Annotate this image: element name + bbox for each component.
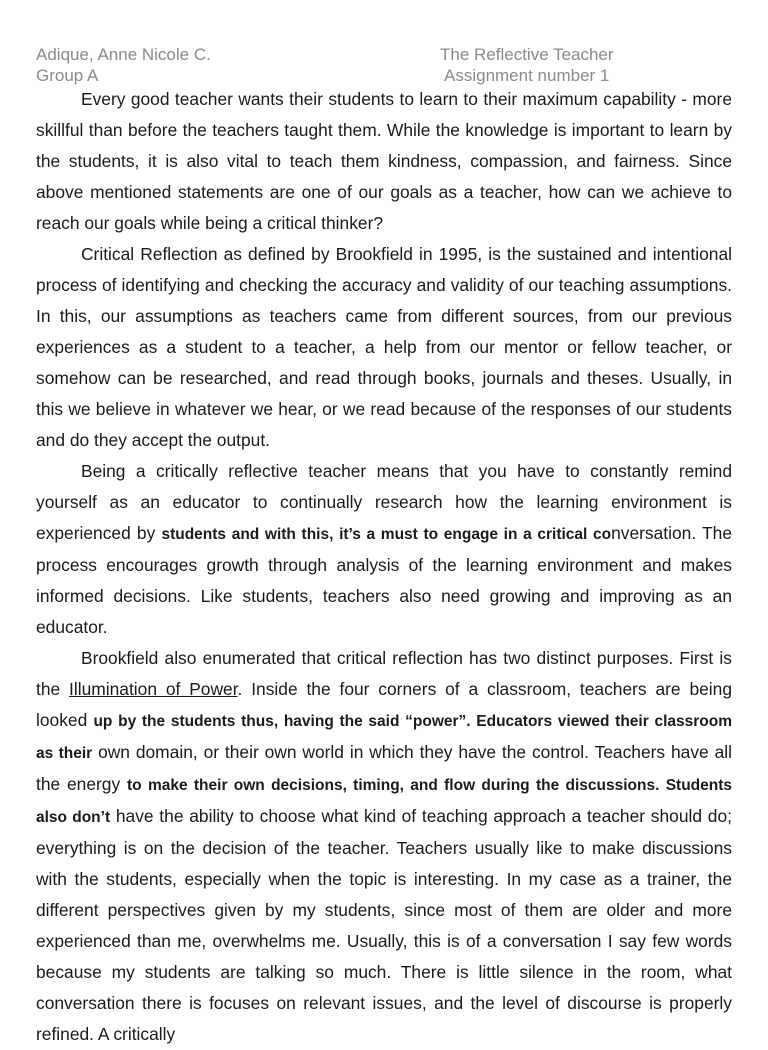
- paragraph-text: nversation. The process encourages growth through analysis of the learning environment and makes informed decisions. Like students, teachers also need growing and improving as an educator.: [36, 523, 732, 637]
- bold-text: up by the students thus, having the said “power”. Educators viewed their classroom as their: [36, 713, 732, 762]
- bold-text: students and with this, it’s a must to engage in a critical co: [161, 526, 612, 543]
- header-row-2: [36, 65, 736, 86]
- paragraph-text: have the ability to choose what kind of teaching approach a teacher should do; everything is on the decision of the teacher. Teachers usually like to make discussions with the students, especially when the topic is interesting. In my case as a trainer, the different perspectives given by my students, since most of them are older and more experienced than me, overwhelms me. Usually, this is of a conversation I say few words because my students are talking so much. There is little silence in the room, what conversation there is focuses on relevant issues, and the level of discourse is properly refined. A critically: [36, 806, 732, 1044]
- author-name: Adique, Anne Nicole C.: [36, 45, 211, 64]
- group-label: Group A: [36, 66, 99, 85]
- paragraph-text: Being a critically reflective teacher means that you have to constantly remind yourself as an educator to continually research how the learning environment is experienced by: [36, 461, 732, 543]
- paragraph-text: . Inside the four corners of a classroom, teachers are being looked: [36, 679, 732, 730]
- paragraph-text: Every good teacher wants their students to learn to their maximum capability - more skillful than before the teachers taught them. While the knowledge is important to learn by the students, it is also vital to teach them kindness, compassion, and fairness. Since above mentioned statements are one of our goals as a teacher, how can we achieve to reach our goals while being a critical thinker?: [36, 89, 732, 233]
- paragraph-text: own domain, or their own world in which they have the control. Teachers have all the energy: [36, 742, 732, 794]
- assignment-label: Assignment number 1: [444, 66, 610, 85]
- document-header: [36, 44, 736, 86]
- paragraph-text: Critical Reflection as defined by Brookfield in 1995, is the sustained and intentional process of identifying and checking the accuracy and validity of our teaching assumptions. In this, our assumptions as teachers came from different sources, from our previous experiences as a student to a teacher, a help from our mentor or fellow teacher, or somehow can be researched, and read through books, journals and theses. Usually, in this we believe in whatever we hear, or we read because of the responses of our students and do they accept the output.: [36, 244, 732, 450]
- paragraph-2: [36, 239, 732, 456]
- paragraph-3: [36, 456, 732, 643]
- paragraph-1: [36, 84, 732, 239]
- underlined-term: Illumination of Power: [69, 679, 238, 699]
- essay-body: [36, 84, 732, 1050]
- paragraph-text: Brookfield also enumerated that critical reflection has two distinct purposes. First is the: [36, 648, 732, 699]
- header-row-1: [36, 44, 736, 65]
- bold-text: to make their own decisions, timing, and flow during the discussions. Students also don’t: [36, 777, 732, 826]
- paragraph-4: [36, 643, 732, 1050]
- course-title: The Reflective Teacher: [440, 45, 614, 64]
